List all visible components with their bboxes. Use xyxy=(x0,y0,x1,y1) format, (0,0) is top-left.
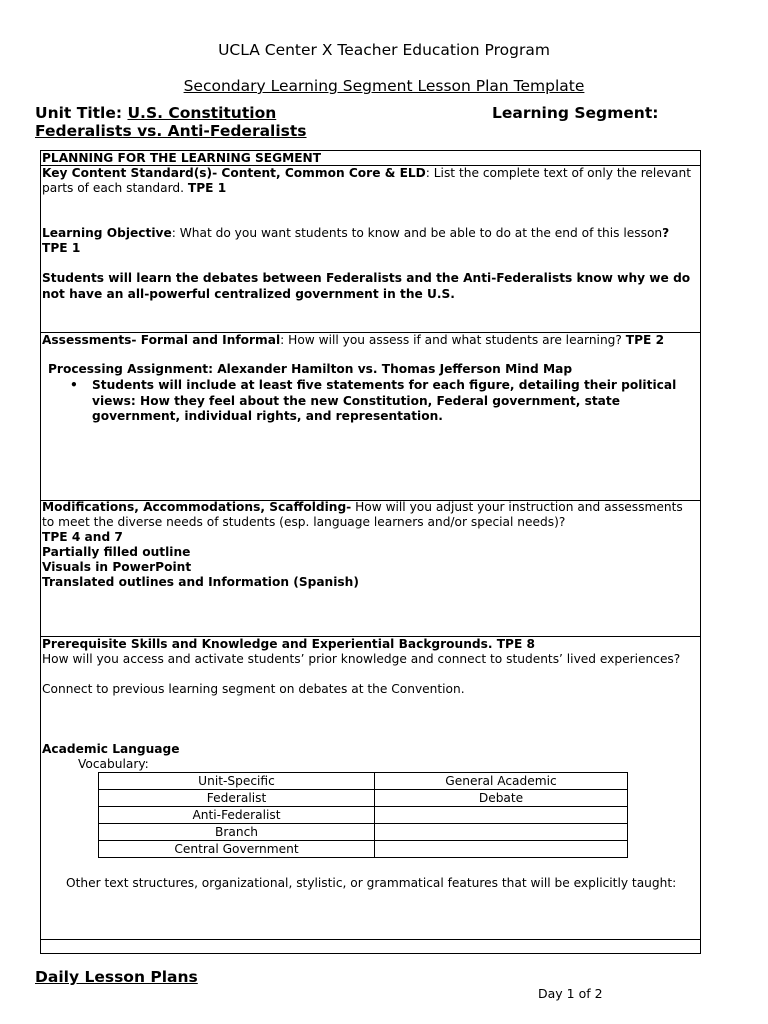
modifications-item-text: Visuals in PowerPoint xyxy=(42,560,192,574)
assessments-tpe: TPE 2 xyxy=(625,333,665,347)
modifications-item-text: Translated outlines and Information (Spanish) xyxy=(42,575,359,589)
assessments-prompt: : How will you assess if and what students are learning? xyxy=(280,333,622,347)
academic-language-heading xyxy=(42,742,698,757)
prerequisite-prompt: How will you access and activate students’ prior knowledge and connect to students’ lived experiences? xyxy=(42,652,681,666)
assessments-label: Assessments- Formal and Informal xyxy=(42,333,281,347)
unit-title-label: Unit Title: xyxy=(35,104,123,122)
table-cell: Federalist xyxy=(99,790,375,807)
standards-prompt: : List the complete text of only the relevant parts of each standard. xyxy=(42,166,692,195)
modifications-item xyxy=(42,575,698,590)
table-cell xyxy=(375,841,628,858)
program-title: UCLA Center X Teacher Education Program xyxy=(218,41,550,59)
objective-prompt: : What do you want students to know and be able to do at the end of this lesson xyxy=(171,226,663,240)
unit-title-value: U.S. Constitution xyxy=(127,104,277,122)
objective-text xyxy=(42,271,698,302)
table-cell: Central Government xyxy=(99,841,375,858)
table-row xyxy=(99,841,628,858)
modifications-item-text: Partially filled outline xyxy=(42,545,191,559)
modifications-item xyxy=(42,545,698,560)
table-cell: Debate xyxy=(375,790,628,807)
objective-label: Learning Objective xyxy=(42,226,172,240)
table-row xyxy=(99,824,628,841)
column-header-unit-specific: Unit-Specific xyxy=(99,773,375,790)
table-cell xyxy=(375,824,628,841)
modifications-section xyxy=(42,500,698,530)
assessment-bullet: Students will include at least five statements for each figure, detailing their political views: How they feel about the new Constitution, Federal government, state government, individual rights, and representation. xyxy=(92,378,677,423)
learning-segment-label: Learning Segment: xyxy=(492,104,659,122)
objective-tpe: TPE 1 xyxy=(42,241,81,255)
prerequisite-answer: Connect to previous learning segment on debates at the Convention. xyxy=(42,682,465,696)
modifications-tpe-text: TPE 4 and 7 xyxy=(42,530,123,544)
prerequisite-label: Prerequisite Skills and Knowledge and Experiential Backgrounds. TPE 8 xyxy=(42,637,536,651)
divider xyxy=(40,939,701,940)
standards-tpe: TPE 1 xyxy=(187,181,227,195)
processing-assignment-text: Processing Assignment: Alexander Hamilton vs. Thomas Jefferson Mind Map xyxy=(48,362,573,376)
table-cell: Branch xyxy=(99,824,375,841)
table-row xyxy=(99,807,628,824)
table-header-row xyxy=(99,773,628,790)
planning-heading xyxy=(42,151,698,166)
bullet-dot: • xyxy=(70,378,78,392)
learning-segment-value: Federalists vs. Anti-Federalists xyxy=(35,122,307,140)
unit-title xyxy=(35,104,457,122)
vocabulary-label: Vocabulary: xyxy=(78,757,149,771)
daily-lesson-plans-heading: Daily Lesson Plans xyxy=(35,968,198,986)
modifications-label: Modifications, Accommodations, Scaffolding- xyxy=(42,500,352,514)
assessments-section xyxy=(42,333,698,348)
table-cell xyxy=(375,807,628,824)
day-indicator: Day 1 of 2 xyxy=(538,986,603,1001)
template-title-text: Secondary Learning Segment Lesson Plan Template xyxy=(183,77,585,95)
objective-section xyxy=(42,226,698,256)
prerequisite-heading xyxy=(42,637,698,652)
standards-section xyxy=(42,166,698,196)
template-title xyxy=(0,77,768,95)
standards-label: Key Content Standard(s)- Content, Common Core & ELD xyxy=(42,166,426,180)
table-cell: Anti-Federalist xyxy=(99,807,375,824)
column-header-general-academic: General Academic xyxy=(375,773,628,790)
modifications-prompt: How will you adjust your instruction and assessments to meet the diverse needs of students (esp. language learners and/or special needs)? xyxy=(42,500,683,529)
academic-language-label: Academic Language xyxy=(42,742,180,756)
table-row xyxy=(99,790,628,807)
vocabulary-table xyxy=(98,772,628,858)
objective-qmark: ? xyxy=(662,226,670,240)
modifications-tpe xyxy=(42,530,698,545)
modifications-item xyxy=(42,560,698,575)
other-features-prompt: Other text structures, organizational, stylistic, or grammatical features that will be explicitly taught: xyxy=(66,876,677,890)
objective-text-value: Students will learn the debates between Federalists and the Anti-Federalists know why we do not have an all-powerful centralized government in the U.S. xyxy=(42,271,691,301)
planning-heading-text: PLANNING FOR THE LEARNING SEGMENT xyxy=(42,151,322,165)
processing-assignment xyxy=(48,362,704,377)
